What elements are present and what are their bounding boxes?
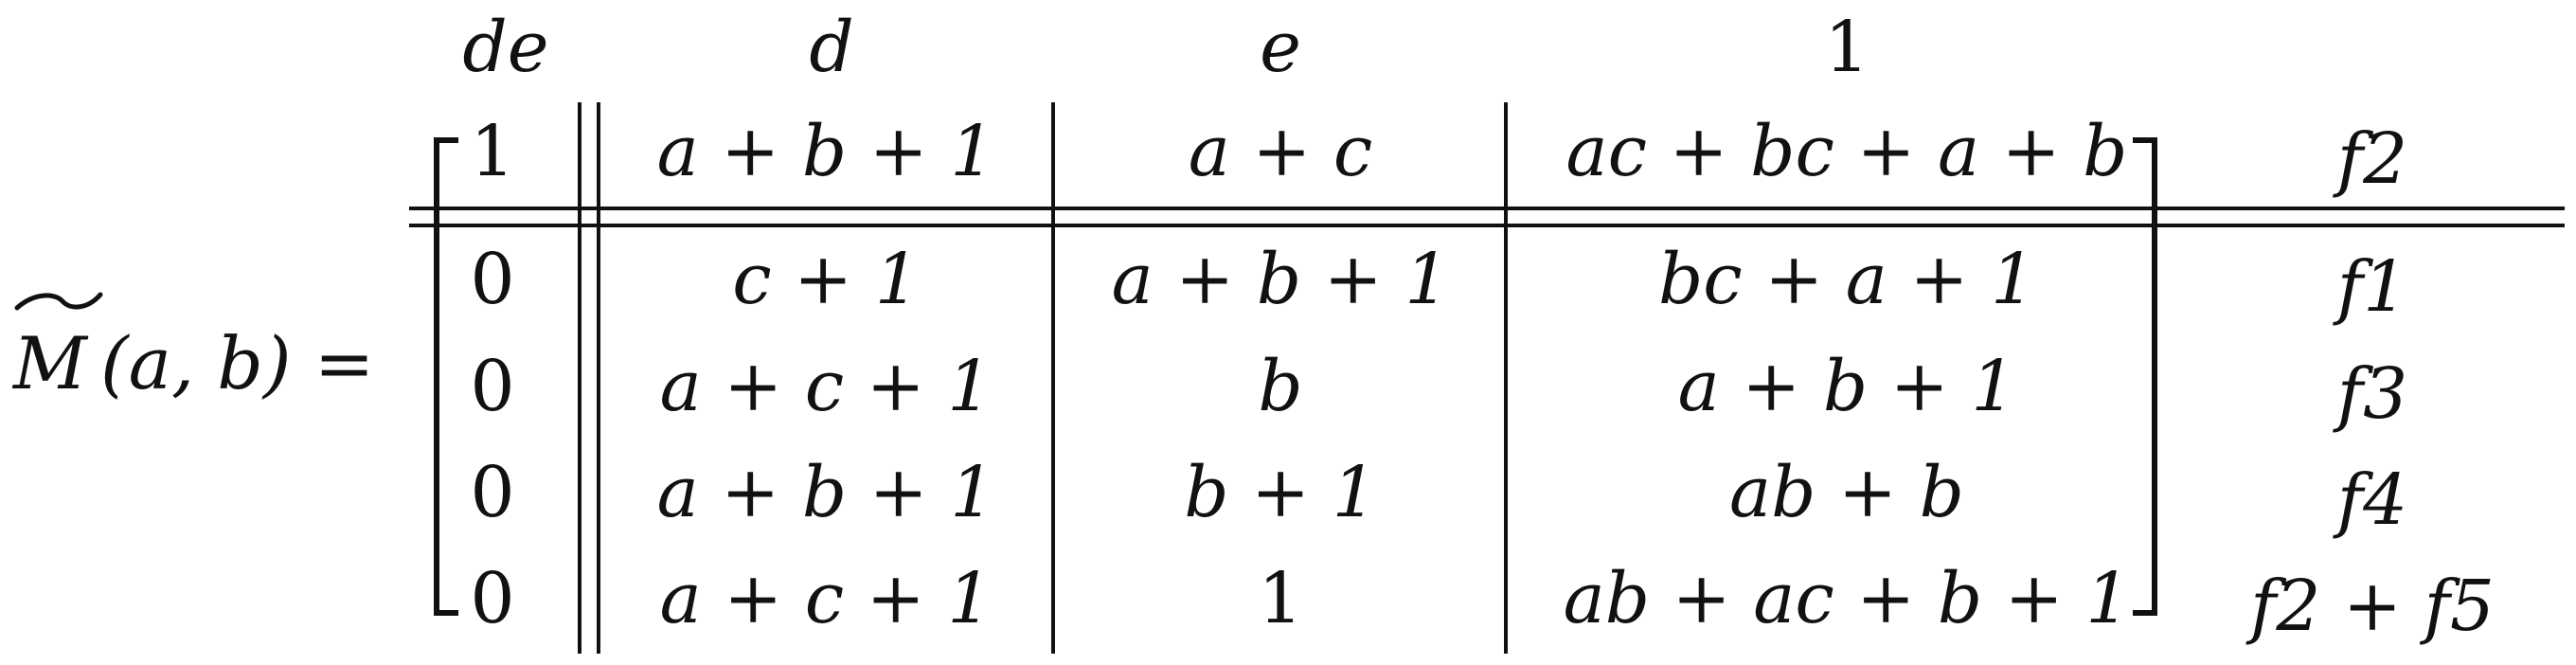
cell-r5-c3: 1 xyxy=(1258,558,1303,639)
row-label-r1: f2 xyxy=(2336,118,2408,200)
cell-r4-c2: a + b + 1 xyxy=(656,452,995,533)
row-label-r2: f1 xyxy=(2336,246,2408,328)
cell-r2-c4: bc + a + 1 xyxy=(1657,239,2036,320)
row-label-r3: f3 xyxy=(2336,353,2408,435)
cell-r4-c4: ab + b xyxy=(1729,452,1964,533)
cell-r1-c4: ac + bc + a + b xyxy=(1565,111,2128,192)
double-horizontal-rule-top xyxy=(409,207,2565,210)
cell-r5-c2: a + c + 1 xyxy=(659,558,993,639)
row-label-r5: f2 + f5 xyxy=(2250,566,2495,647)
cell-r1-c2: a + b + 1 xyxy=(656,111,995,192)
cell-r4-c1: 0 xyxy=(470,452,515,533)
column-header-e: e xyxy=(1260,7,1301,88)
matrix-arguments: (a, b) = xyxy=(100,321,375,405)
row-label-r4: f4 xyxy=(2336,459,2408,541)
cell-r2-c1: 0 xyxy=(470,239,515,320)
cell-r2-c3: a + b + 1 xyxy=(1111,239,1450,320)
cell-r3-c2: a + c + 1 xyxy=(659,346,993,427)
cell-r4-c3: b + 1 xyxy=(1184,452,1377,533)
matrix-symbol: M xyxy=(13,321,87,405)
left-bracket-top-serif xyxy=(434,137,458,143)
cell-r1-c1: 1 xyxy=(470,111,515,192)
cell-r1-c3: a + c xyxy=(1188,111,1373,192)
cell-r3-c4: a + b + 1 xyxy=(1677,346,2016,427)
right-bracket-top-serif xyxy=(2133,137,2157,143)
cell-r5-c4: ab + ac + b + 1 xyxy=(1563,558,2131,639)
vertical-rule-d-e xyxy=(1051,102,1055,654)
right-bracket-bottom-serif xyxy=(2133,610,2157,616)
column-header-de: de xyxy=(462,7,549,88)
cell-r3-c1: 0 xyxy=(470,346,515,427)
double-horizontal-rule-bottom xyxy=(409,224,2565,227)
cell-r5-c1: 0 xyxy=(470,558,515,639)
left-bracket-bottom-serif xyxy=(434,610,458,616)
vertical-rule-e-1 xyxy=(1504,102,1508,654)
double-vertical-rule-left xyxy=(578,102,581,654)
tilde-accent xyxy=(13,290,104,313)
cell-r3-c3: b xyxy=(1258,346,1303,427)
column-header-d: d xyxy=(809,7,854,88)
double-vertical-rule-right xyxy=(597,102,600,654)
cell-r2-c2: c + 1 xyxy=(732,239,920,320)
column-header-1: 1 xyxy=(1824,7,1869,88)
